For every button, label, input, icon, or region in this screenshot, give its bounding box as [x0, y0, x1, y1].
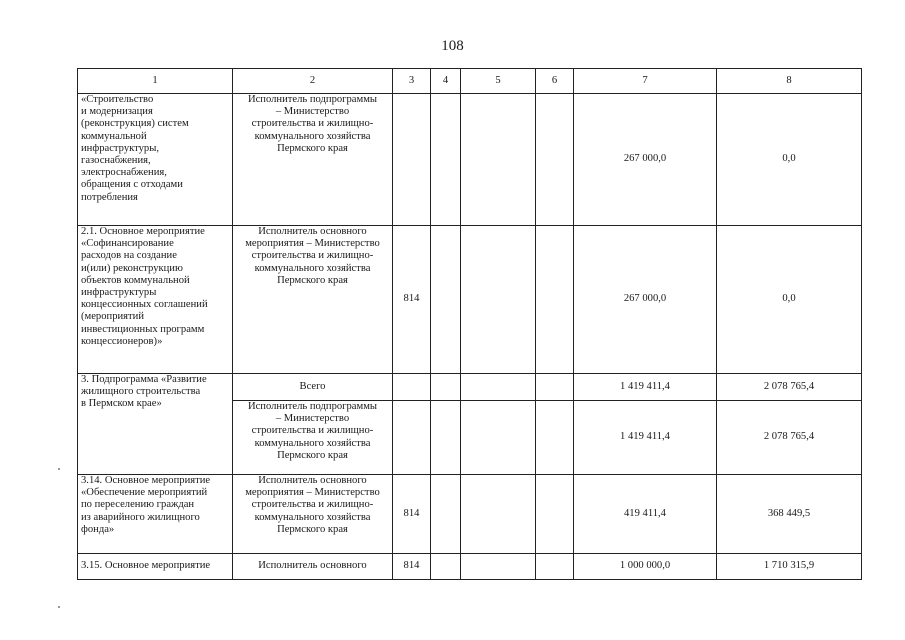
row-amount-col8: 0,0	[717, 226, 862, 374]
row-col6	[536, 554, 574, 580]
row-code	[393, 401, 431, 475]
header-cell-3: 3	[393, 69, 431, 94]
row-col4	[431, 401, 461, 475]
scan-speck	[58, 468, 60, 470]
row-description	[78, 226, 233, 374]
row-executor-text: Всего	[299, 380, 326, 392]
header-row	[78, 69, 862, 94]
table-row	[78, 94, 862, 226]
header-cell-1: 1	[78, 69, 233, 94]
row-col5	[461, 374, 536, 401]
row-code	[393, 94, 431, 226]
row-description	[78, 94, 233, 226]
header-cell-7: 7	[574, 69, 717, 94]
row-amount-col7: 419 411,4	[574, 475, 717, 554]
row-col4	[431, 554, 461, 580]
row-code	[393, 374, 431, 401]
header-cell-5: 5	[461, 69, 536, 94]
row-col5	[461, 475, 536, 554]
row-executor-text: Исполнитель основного мероприятия – Министерство строительства и жилищно- коммунального хозяйства Пермского края	[245, 226, 380, 286]
table-row	[78, 475, 862, 554]
row-col5	[461, 94, 536, 226]
header-cell-8: 8	[717, 69, 862, 94]
row-executor	[233, 401, 393, 475]
row-amount-col7: 267 000,0	[574, 226, 717, 374]
row-description	[78, 374, 233, 475]
row-code: 814	[393, 554, 431, 580]
row-executor-text: Исполнитель основного мероприятия – Министерство строительства и жилищно- коммунального хозяйства Пермского края	[245, 475, 380, 535]
row-col5	[461, 554, 536, 580]
row-col6	[536, 374, 574, 401]
row-col5	[461, 401, 536, 475]
row-amount-col7: 1 419 411,4	[574, 374, 717, 401]
row-executor	[233, 94, 393, 226]
row-amount-col8: 368 449,5	[717, 475, 862, 554]
row-amount-col8: 1 710 315,9	[717, 554, 862, 580]
table-row	[78, 374, 862, 401]
row-executor	[233, 554, 393, 580]
row-amount-col8: 2 078 765,4	[717, 401, 862, 475]
row-executor-text: Исполнитель основного	[258, 560, 367, 572]
table-row	[78, 226, 862, 374]
row-description	[78, 475, 233, 554]
row-description-text: 3.15. Основное мероприятие	[81, 560, 211, 572]
row-amount-col8: 2 078 765,4	[717, 374, 862, 401]
row-amount-col7: 267 000,0	[574, 94, 717, 226]
row-col5	[461, 226, 536, 374]
row-description-text: 2.1. Основное мероприятие «Софинансирование расходов на создание и(или) реконструкцию объектов коммунальной инфраструктуры концессионных соглашений (мероприятий инвестиционных программ концессионеров)»	[81, 226, 208, 347]
row-executor	[233, 226, 393, 374]
row-col4	[431, 226, 461, 374]
header-cell-2: 2	[233, 69, 393, 94]
row-col6	[536, 94, 574, 226]
header-cell-4: 4	[431, 69, 461, 94]
row-amount-col7: 1 419 411,4	[574, 401, 717, 475]
row-col6	[536, 226, 574, 374]
row-executor-text: Исполнитель подпрограммы – Министерство строительства и жилищно- коммунального хозяйства Пермского края	[247, 94, 378, 154]
table-row	[78, 554, 862, 580]
budget-table	[77, 68, 862, 580]
scan-speck	[58, 606, 60, 608]
row-executor	[233, 475, 393, 554]
row-executor-text: Исполнитель подпрограммы – Министерство строительства и жилищно- коммунального хозяйства Пермского края	[247, 401, 378, 461]
row-col6	[536, 475, 574, 554]
row-col6	[536, 401, 574, 475]
page-number: 108	[441, 38, 464, 54]
row-executor	[233, 374, 393, 401]
row-description	[78, 554, 233, 580]
row-description-text: 3. Подпрограмма «Развитие жилищного строительства в Пермском крае»	[81, 374, 207, 410]
row-col4	[431, 475, 461, 554]
row-col4	[431, 94, 461, 226]
row-description-text: «Строительство и модернизация (реконструкция) систем коммунальной инфраструктуры, газоснабжения, электроснабжения, обращения с отходами потребления	[81, 94, 189, 203]
row-description-text: 3.14. Основное мероприятие «Обеспечение мероприятий по переселению граждан из аварийного жилищного фонда»	[81, 475, 211, 535]
row-code: 814	[393, 475, 431, 554]
row-amount-col8: 0,0	[717, 94, 862, 226]
row-col4	[431, 374, 461, 401]
header-cell-6: 6	[536, 69, 574, 94]
row-amount-col7: 1 000 000,0	[574, 554, 717, 580]
row-code: 814	[393, 226, 431, 374]
